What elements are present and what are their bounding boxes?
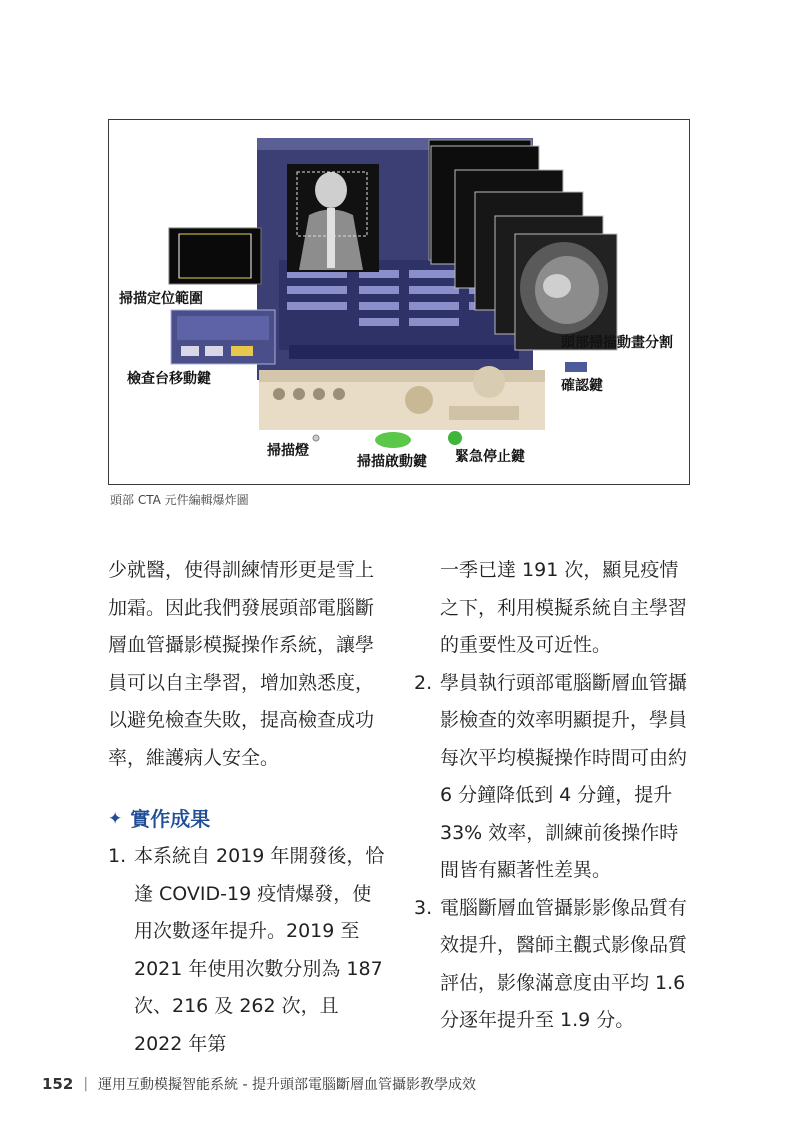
confirm-label: 確認鍵 xyxy=(561,378,603,394)
list-item-number: 1. xyxy=(108,845,127,867)
footer-separator: | xyxy=(83,1076,89,1092)
intro-paragraph: 少就醫，使得訓練情形更是雪上加霜。因此我們發展頭部電腦斷層血管攝影模擬操作系統，讓學員可以自主學習，增加熟悉度，以避免檢查失敗，提高檢查成功率，維護病人安全。 xyxy=(108,559,375,769)
list-item-text: 本系統自 2019 年開發後，恰逢 COVID-19 疫情爆發，使用次數逐年提升。2019 至 2021 年使用次數分別為 187 次、216 及 262 次，且 2022 年第 xyxy=(134,845,385,1055)
list-item-continuation: 一季已達 191 次，顯見疫情之下，利用模擬系統自主學習的重要性及可近性。 xyxy=(440,559,688,656)
figure-caption: 頭部 CTA 元件編輯爆炸圖 xyxy=(110,493,249,507)
list-item-text: 學員執行頭部電腦斷層血管攝影檢查的效率明顯提升，學員每次平均模擬操作時間可由約 6 分鐘降低到 4 分鐘，提升 33% 效率，訓練前後操作時間皆有顯著性差異。 xyxy=(440,671,688,881)
list-item-text: 電腦斷層血管攝影影像品質有效提升，醫師主觀式影像品質評估，影像滿意度由平均 1.6 分逐年提升至 1.9 分。 xyxy=(440,896,688,1031)
list-item-number: 3. xyxy=(414,896,433,919)
scan-start-button-image xyxy=(375,432,411,448)
table-move-label: 檢查台移動鍵 xyxy=(127,371,211,387)
right-column xyxy=(414,552,696,1040)
confirm-button-image xyxy=(565,362,587,372)
emergency-stop-label: 緊急停止鍵 xyxy=(455,449,525,465)
section-heading xyxy=(108,802,390,836)
scan-range-inset xyxy=(169,228,261,284)
list-item xyxy=(414,890,696,1040)
left-column xyxy=(108,552,390,1063)
list-item xyxy=(414,665,696,890)
page-number: 152 xyxy=(42,1075,74,1093)
scan-range-label: 掃描定位範圍 xyxy=(119,291,203,307)
page-footer xyxy=(42,1074,476,1094)
list-item xyxy=(108,838,390,1063)
running-title: 運用互動模擬智能系統 - 提升頭部電腦斷層血管攝影教學成效 xyxy=(98,1077,476,1093)
scan-lamp-image xyxy=(313,435,319,441)
list-item-number: 2. xyxy=(414,671,433,694)
section-heading-text: 實作成果 xyxy=(130,807,211,831)
scan-lamp-label: 掃描燈 xyxy=(267,443,309,459)
emergency-stop-button-image xyxy=(448,431,462,445)
sparkle-icon: ✦ xyxy=(108,809,123,829)
results-list-continued xyxy=(414,665,696,1040)
figure-frame xyxy=(108,119,690,485)
results-list xyxy=(108,838,390,1063)
head-scan-split-label: 頭部掃描動畫分割 xyxy=(561,335,673,351)
scan-start-label: 掃描啟動鍵 xyxy=(357,454,427,470)
